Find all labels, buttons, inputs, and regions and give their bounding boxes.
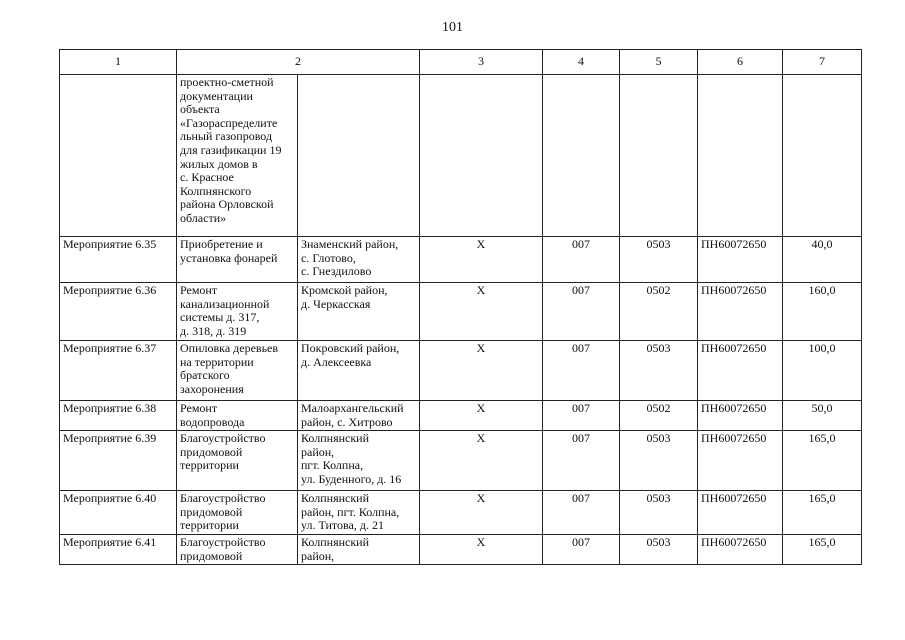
x-cell (420, 75, 543, 237)
row-label-text: Мероприятие 6.35 (63, 237, 157, 251)
section-text: 0503 (646, 491, 671, 505)
name-cell (177, 75, 298, 237)
continuation-row (60, 75, 862, 237)
row-label-cell (60, 237, 177, 283)
row-label-cell (60, 401, 177, 431)
x-cell (420, 431, 543, 491)
code-cell (543, 283, 620, 341)
code-cell (543, 341, 620, 401)
section-text: 0502 (646, 283, 671, 297)
table-row (60, 431, 862, 491)
header-cell: 7 (783, 50, 862, 75)
x-text: Х (476, 283, 486, 297)
x-text: Х (476, 431, 486, 445)
code-text: 007 (572, 535, 590, 549)
kbk-text: ПН60072650 (701, 341, 767, 355)
location-text: Знаменский район, с. Глотово, с. Гнездилово (301, 237, 399, 279)
location-cell (298, 491, 420, 535)
code-text: 007 (572, 283, 590, 297)
kbk-text: ПН60072650 (701, 431, 767, 445)
row-label-text: Мероприятие 6.40 (63, 491, 157, 505)
budget-table (59, 49, 862, 565)
name-cell (177, 341, 298, 401)
location-cell (298, 75, 420, 237)
location-text: Кромской район, д. Черкасская (301, 283, 388, 311)
section-text: 0503 (646, 535, 671, 549)
location-text: Покровский район, д. Алексеевка (301, 341, 400, 369)
sum-text: 50,0 (811, 401, 833, 415)
row-label-text: Мероприятие 6.36 (63, 283, 157, 297)
sum-cell (783, 237, 862, 283)
section-cell (620, 431, 698, 491)
code-text: 007 (572, 237, 590, 251)
header-cell: 1 (60, 50, 177, 75)
kbk-text: ПН60072650 (701, 401, 767, 415)
code-text: 007 (572, 431, 590, 445)
code-cell (543, 237, 620, 283)
x-cell (420, 491, 543, 535)
kbk-cell (698, 341, 783, 401)
kbk-cell (698, 237, 783, 283)
code-text: 007 (572, 341, 590, 355)
x-text: Х (476, 237, 486, 251)
code-text: 007 (572, 401, 590, 415)
sum-cell (783, 401, 862, 431)
code-cell (543, 491, 620, 535)
sum-cell (783, 491, 862, 535)
name-text: Благоустройство придомовой территории (180, 431, 266, 473)
table-row (60, 491, 862, 535)
location-text: Колпнянский район, пгт. Колпна, ул. Буденного, д. 16 (301, 431, 402, 486)
kbk-text: ПН60072650 (701, 283, 767, 297)
name-text: Ремонт водопровода (180, 401, 245, 429)
row-label-cell (60, 283, 177, 341)
page-number: 101 (442, 20, 463, 35)
name-text: Ремонт канализационной системы д. 317, д. 318, д. 319 (180, 283, 270, 338)
name-cell (177, 431, 298, 491)
location-cell (298, 237, 420, 283)
name-text: Приобретение и установка фонарей (180, 237, 278, 265)
name-text: проектно-сметной документации объекта «Газораспределите льный газопровод для газификации 19 жилых домов в с. Красное Колпнянского района Орловской области» (180, 75, 282, 225)
row-label-text: Мероприятие 6.39 (63, 431, 157, 445)
row-label-cell (60, 491, 177, 535)
section-cell (620, 341, 698, 401)
x-cell (420, 237, 543, 283)
location-text: Колпнянский район, (301, 535, 370, 563)
x-text: Х (476, 491, 486, 505)
header-row (60, 50, 862, 75)
table-row (60, 535, 862, 565)
x-cell (420, 535, 543, 565)
kbk-cell (698, 535, 783, 565)
table-row (60, 401, 862, 431)
sum-cell (783, 535, 862, 565)
x-text: Х (476, 535, 486, 549)
section-cell (620, 491, 698, 535)
kbk-text: ПН60072650 (701, 535, 767, 549)
row-label-cell (60, 431, 177, 491)
location-cell (298, 535, 420, 565)
kbk-cell (698, 283, 783, 341)
name-cell (177, 237, 298, 283)
row-label-text: Мероприятие 6.38 (63, 401, 157, 415)
sum-cell (783, 341, 862, 401)
sum-text: 160,0 (808, 283, 836, 297)
name-cell (177, 535, 298, 565)
location-cell (298, 401, 420, 431)
location-cell (298, 341, 420, 401)
section-text: 0503 (646, 237, 671, 251)
row-label-text: Мероприятие 6.37 (63, 341, 157, 355)
section-text: 0503 (646, 431, 671, 445)
row-label-cell (60, 535, 177, 565)
row-label-text: Мероприятие 6.41 (63, 535, 157, 549)
label-cell (60, 75, 177, 237)
header-cell: 2 (177, 50, 420, 75)
sum-text: 40,0 (811, 237, 833, 251)
section-cell (620, 535, 698, 565)
kbk-cell (698, 491, 783, 535)
kbk-cell (698, 431, 783, 491)
x-cell (420, 401, 543, 431)
header-cell: 6 (698, 50, 783, 75)
kbk-text: ПН60072650 (701, 237, 767, 251)
kbk-text: ПН60072650 (701, 491, 767, 505)
name-text: Благоустройство придомовой территории (180, 491, 266, 533)
x-cell (420, 341, 543, 401)
x-text: Х (476, 341, 486, 355)
section-text: 0502 (646, 401, 671, 415)
code-cell (543, 401, 620, 431)
name-cell (177, 283, 298, 341)
sum-text: 165,0 (808, 491, 836, 505)
code-cell (543, 535, 620, 565)
code-cell (543, 431, 620, 491)
section-cell (620, 401, 698, 431)
location-text: Колпнянский район, пгт. Колпна, ул. Титова, д. 21 (301, 491, 400, 533)
kbk-cell (698, 75, 783, 237)
x-cell (420, 283, 543, 341)
code-cell (543, 75, 620, 237)
location-cell (298, 283, 420, 341)
sum-cell (783, 283, 862, 341)
header-cell: 3 (420, 50, 543, 75)
sum-cell (783, 75, 862, 237)
section-cell (620, 75, 698, 237)
row-label-cell (60, 341, 177, 401)
sum-cell (783, 431, 862, 491)
sum-text: 100,0 (808, 341, 836, 355)
location-text: Малоархангельский район, с. Хитрово (301, 401, 404, 429)
sum-text: 165,0 (808, 431, 836, 445)
kbk-cell (698, 401, 783, 431)
header-cell: 4 (543, 50, 620, 75)
name-cell (177, 491, 298, 535)
sum-text: 165,0 (808, 535, 836, 549)
name-text: Благоустройство придомовой (180, 535, 266, 563)
table-row (60, 283, 862, 341)
section-cell (620, 283, 698, 341)
section-text: 0503 (646, 341, 671, 355)
section-cell (620, 237, 698, 283)
name-cell (177, 401, 298, 431)
location-cell (298, 431, 420, 491)
name-text: Опиловка деревьев на территории братского захоронения (180, 341, 279, 396)
table-row (60, 341, 862, 401)
table-row (60, 237, 862, 283)
x-text: Х (476, 401, 486, 415)
header-cell: 5 (620, 50, 698, 75)
code-text: 007 (572, 491, 590, 505)
